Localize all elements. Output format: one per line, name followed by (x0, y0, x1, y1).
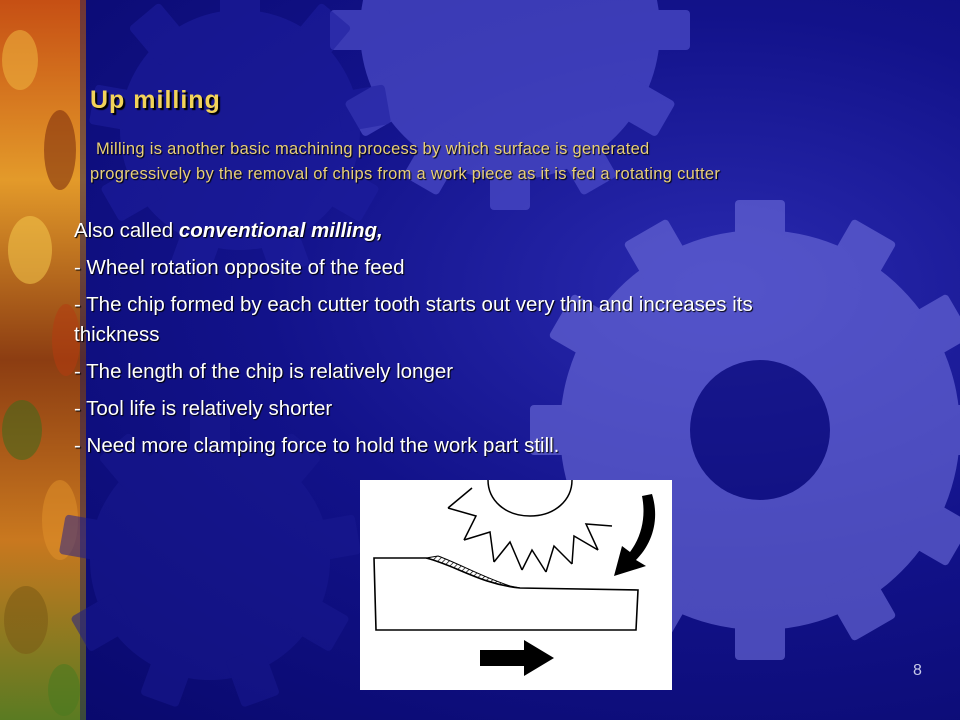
slide-title: Up milling (90, 86, 221, 114)
workpiece-block (374, 558, 638, 630)
milling-cutter-icon (448, 480, 612, 572)
rotation-arrow-icon (614, 494, 655, 576)
intro-paragraph (90, 137, 910, 187)
also-called-line (74, 216, 834, 246)
bullet-item: - Wheel rotation opposite of the feed (74, 256, 405, 279)
feed-arrow-icon (480, 640, 554, 676)
bullet-list (74, 216, 834, 468)
also-called-prefix: Also called (74, 219, 179, 242)
intro-line-2: progressively by the removal of chips from a work piece as it is fed a rotating cutter (90, 165, 721, 183)
up-milling-diagram (360, 480, 672, 690)
bullet-item: - Need more clamping force to hold the work part still. (74, 434, 560, 457)
intro-line-1: Milling is another basic machining process by which surface is generated (96, 140, 650, 158)
bullet-item: - The length of the chip is relatively longer (74, 360, 454, 383)
bullet-item: - Tool life is relatively shorter (74, 397, 333, 420)
bullet-item: - The chip formed by each cutter tooth starts out very thin and increases its thickness (74, 293, 753, 346)
also-called-term: conventional milling, (178, 219, 383, 242)
page-number: 8 (913, 662, 922, 679)
